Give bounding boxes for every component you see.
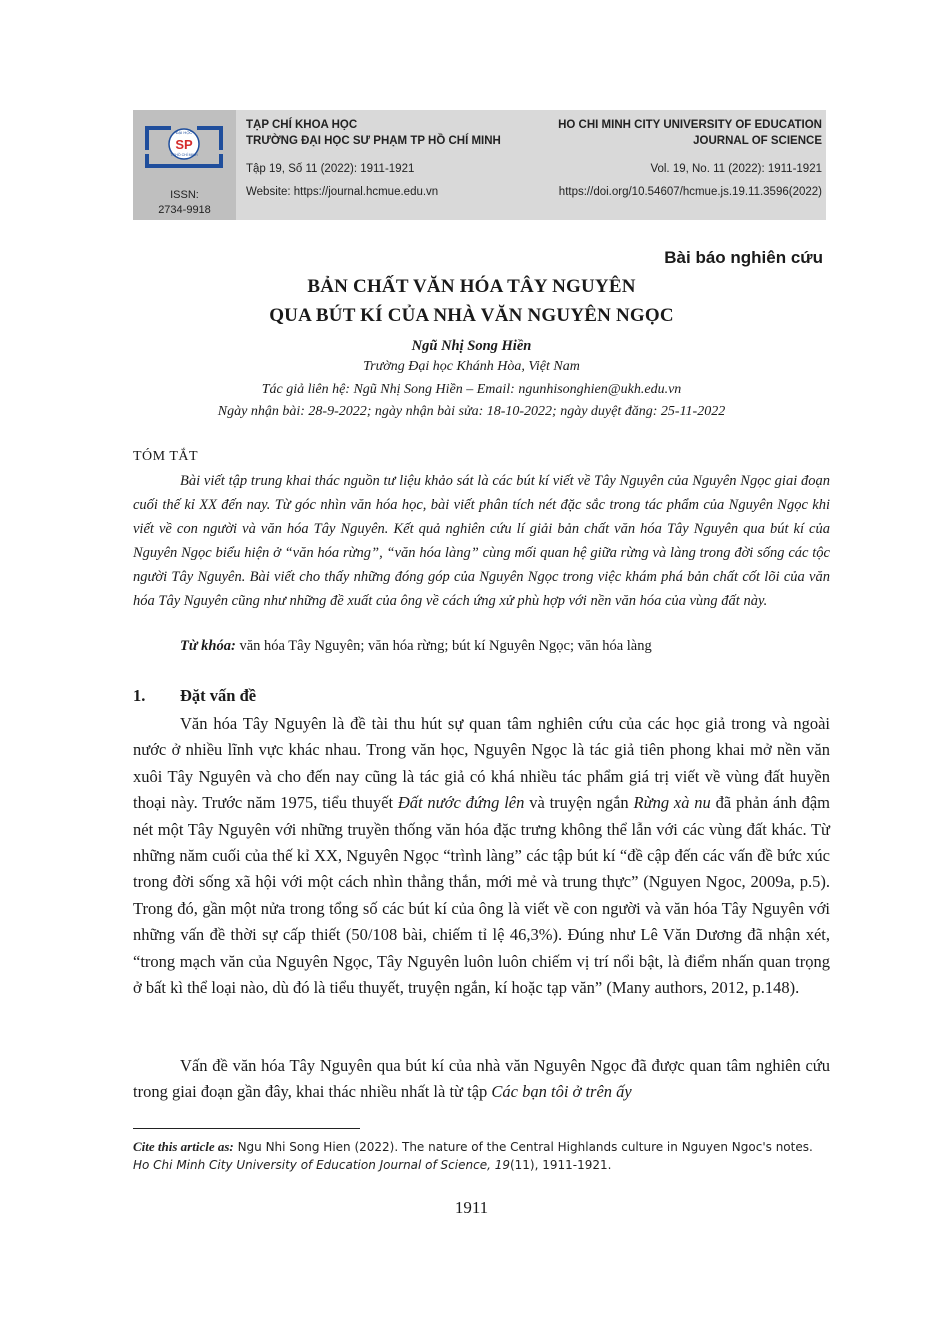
article-type: Bài báo nghiên cứu <box>664 248 823 267</box>
page-number: 1911 <box>454 1198 489 1217</box>
section-heading <box>133 686 256 706</box>
university-name-en: HO CHI MINH CITY UNIVERSITY OF EDUCATION <box>558 119 822 131</box>
article-title-line-1: BẢN CHẤT VĂN HÓA TÂY NGUYÊN <box>307 276 636 297</box>
journal-header <box>133 110 826 220</box>
body-paragraph-1 <box>133 711 830 1001</box>
university-name-vn: TRƯỜNG ĐẠI HỌC SƯ PHẠM TP HỒ CHÍ MINH <box>246 135 501 147</box>
section-number: 1. <box>133 686 146 705</box>
work-title: Đất nước đứng lên <box>397 793 525 813</box>
citation-label: Cite this article as: <box>133 1139 234 1154</box>
citation-text: Ngu Nhi Song Hien (2022). The nature of the Central Highlands culture in Nguyen Ngoc's notes. <box>233 1140 813 1154</box>
issn-label: ISSN: <box>170 189 199 201</box>
logo-top-text: ĐẠI HỌC <box>175 130 193 135</box>
logo-mark: SP <box>175 137 193 152</box>
corresponding-author: Tác giả liên hệ: Ngũ Nhị Song Hiền – Email: ngunhisonghien@ukh.edu.vn <box>261 382 682 397</box>
logo-bottom-text: TP.HỒ CHÍ MINH <box>170 153 198 157</box>
keywords <box>180 638 652 655</box>
volume-info-en: Vol. 19, No. 11 (2022): 1911-1921 <box>650 163 822 175</box>
paragraph-text: và truyện ngắn <box>524 793 634 813</box>
keywords-list: văn hóa Tây Nguyên; văn hóa rừng; bút kí Nguyên Ngọc; văn hóa làng <box>235 638 652 654</box>
body-paragraph-2 <box>133 1053 830 1106</box>
university-logo <box>141 122 227 172</box>
doi-link[interactable]: https://doi.org/10.54607/hcmue.js.19.11.3596(2022) <box>558 186 822 198</box>
keywords-label: Từ khóa: <box>180 638 236 654</box>
volume-info-vn: Tập 19, Số 11 (2022): 1911-1921 <box>246 163 415 175</box>
journal-website[interactable]: Website: https://journal.hcmue.edu.vn <box>246 186 439 198</box>
section-title: Đặt vấn đề <box>180 686 257 705</box>
abstract-text: Bài viết tập trung khai thác nguồn tư liệu khảo sát là các bút kí viết về Tây Nguyên của Nguyên Ngọc giai đoạn cuối thế kỉ XX đến nay. Từ góc nhìn văn hóa học, bài viết phân tích nét đặc sắc trong tác phẩm của Nguyên Ngọc khi viết về con người và văn hóa Tây Nguyên. Kết quả nghiên cứu lí giải bản chất văn hóa Tây Nguyên qua bút kí của Nguyên Ngọc biểu hiện ở “văn hóa rừng”, “văn hóa làng” cùng mối quan hệ giữa rừng và làng trong đời sống các tộc người Tây Nguyên. Bài viết cho thấy những đóng góp của Nguyên Ngọc trong việc khám phá bản chất cốt lõi của văn hóa Tây Nguyên cũng như những đề xuất của ông về cách ứng xử phù hợp với nền văn hóa của vùng đất này. <box>133 473 830 609</box>
article-title-line-2: QUA BÚT KÍ CỦA NHÀ VĂN NGUYÊN NGỌC <box>269 305 674 326</box>
abstract-heading: TÓM TẮT <box>133 449 199 464</box>
work-title: Các bạn tôi ở trên ấy <box>491 1082 632 1102</box>
paragraph-text: đã phản ánh đậm nét một Tây Nguyên với những truyền thống văn hóa đặc trưng không thể lẫn với các vùng đất khác. Từ những năm cuối của thế kỉ XX, Nguyên Ngọc “trình làng” các tập bút kí “đề cập đến các vấn đề bức xúc trong đời sống xã hội với một cách nhìn thẳng thắn, mới mẻ và trung thực” (Nguyen Ngoc, 2009a, p.5). Trong đó, gần một nửa trong tổng số các bút kí của ông là viết về con người và văn hóa Tây Nguyên với những vấn đề thời sự cấp thiết (50/108 bài, chiếm tỉ lệ 46,3%). Đúng như Lê Văn Dương đã nhận xét, “trong mạch văn của Nguyên Ngọc, Tây Nguyên luôn luôn chiếm vị trí nổi bật, là điểm nhấn quan trọng ở bất kì thể loại nào, dù đó là tiểu thuyết, truyện ngắn, kí hoặc tạp văn” (Many authors, 2012, p.148). <box>133 793 830 998</box>
issn-value: 2734-9918 <box>158 204 211 216</box>
logo-column <box>133 110 236 220</box>
footnote-rule <box>133 1128 360 1129</box>
author-name: Ngũ Nhị Song Hiền <box>411 338 532 354</box>
work-title: Rừng xà nu <box>633 793 711 813</box>
author-affiliation: Trường Đại học Khánh Hòa, Việt Nam <box>363 359 580 374</box>
journal-name-en: JOURNAL OF SCIENCE <box>693 135 822 147</box>
paragraph-text: Văn hóa Tây Nguyên là đề tài thu hút sự quan tâm nghiên cứu của các học giả trong và ngoài nước ở nhiều lĩnh vực khác nhau. Trong văn học, Nguyên Ngọc là tác giả tiên phong khai mở nền văn xuôi Tây Nguyên và cho đến nay cũng là tác giả có khá nhiều tác phẩm giá trị viết về vùng đất huyền thoại này. Trước năm 1975, tiểu thuyết <box>133 714 830 813</box>
paragraph-text: Vấn đề văn hóa Tây Nguyên qua bút kí của nhà văn Nguyên Ngọc đã được quan tâm nghiên cứu trong giai đoạn gần đây, khai thác nhiều nhất là từ tập <box>133 1056 830 1102</box>
citation-journal: Ho Chi Minh City University of Education Journal of Science, 19 <box>133 1158 510 1172</box>
journal-name-vn: TẠP CHÍ KHOA HỌC <box>246 119 358 131</box>
citation-footnote <box>133 1138 830 1174</box>
submission-dates: Ngày nhận bài: 28-9-2022; ngày nhận bài sửa: 18-10-2022; ngày duyệt đăng: 25-11-2022 <box>217 404 726 419</box>
citation-text: (11), 1911-1921. <box>509 1158 612 1172</box>
